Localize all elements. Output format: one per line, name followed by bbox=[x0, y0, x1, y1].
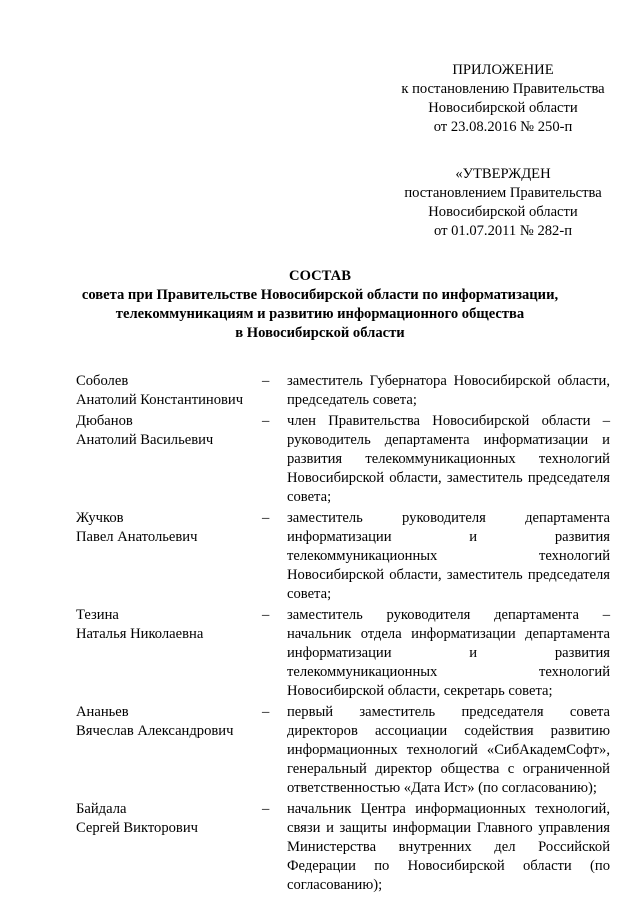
approved-line-1: «УТВЕРЖДЕН bbox=[455, 166, 551, 182]
attachment-block bbox=[398, 61, 608, 137]
member-given-names: Сергей Викторович bbox=[76, 820, 198, 836]
member-role: заместитель Губернатора Новосибирской области, председатель совета; bbox=[287, 373, 610, 408]
member-role: заместитель руководителя департамента информатизации и развития телекоммуникационных технологий Новосибирской области, заместитель председателя совета; bbox=[287, 510, 610, 602]
approved-line-4: от 01.07.2011 № 282-п bbox=[433, 223, 573, 239]
approved-line-3: Новосибирской области bbox=[428, 204, 578, 220]
member-role: заместитель руководителя департамента – начальник отдела информатизации департамента информатизации и развития телекоммуникационных технологий Новосибирской области, секретарь совета; bbox=[287, 607, 610, 699]
member-surname: Байдала bbox=[76, 801, 127, 817]
attachment-line-1: к постановлению Правительства bbox=[401, 81, 605, 97]
member-name bbox=[76, 800, 262, 895]
member-row bbox=[76, 606, 610, 701]
member-dash: – bbox=[262, 413, 270, 429]
member-row bbox=[76, 372, 610, 410]
member-name bbox=[76, 509, 262, 604]
member-surname: Соболев bbox=[76, 373, 129, 389]
attachment-line-3: от 23.08.2016 № 250-п bbox=[433, 119, 573, 135]
members-list bbox=[76, 372, 610, 897]
member-dash: – bbox=[262, 801, 270, 817]
member-row bbox=[76, 509, 610, 604]
member-row bbox=[76, 800, 610, 895]
member-given-names: Анатолий Васильевич bbox=[76, 432, 214, 448]
member-given-names: Павел Анатольевич bbox=[76, 529, 198, 545]
member-dash: – bbox=[262, 704, 270, 720]
member-row bbox=[76, 703, 610, 798]
member-dash: – bbox=[262, 373, 270, 389]
approved-block bbox=[398, 165, 608, 241]
member-surname: Дюбанов bbox=[76, 413, 133, 429]
member-given-names: Анатолий Константинович bbox=[76, 392, 244, 408]
member-name bbox=[76, 606, 262, 701]
member-dash: – bbox=[262, 607, 270, 623]
member-role: первый заместитель председателя совета директоров ассоциации содействия развитию информационных технологий «СибАкадемСофт», генеральный директор общества с ограниченной ответственностью «Дата Ист» (по согласованию); bbox=[287, 704, 610, 796]
member-name bbox=[76, 703, 262, 798]
member-name bbox=[76, 372, 262, 410]
member-row bbox=[76, 412, 610, 507]
heading-line-3: в Новосибирской области bbox=[235, 325, 405, 341]
document-heading bbox=[60, 267, 580, 343]
approved-line-2: постановлением Правительства bbox=[404, 185, 602, 201]
member-role: начальник Центра информационных технологий, связи и защиты информации Главного управления Министерства внутренних дел Российской Федерации по Новосибирской области (по согласованию); bbox=[287, 801, 610, 893]
heading-line-1: совета при Правительстве Новосибирской области по информатизации, bbox=[81, 287, 559, 303]
heading-title: СОСТАВ bbox=[289, 268, 351, 284]
heading-line-2: телекоммуникациям и развитию информационного общества bbox=[115, 306, 525, 322]
member-surname: Тезина bbox=[76, 607, 119, 623]
member-dash: – bbox=[262, 510, 270, 526]
member-role: член Правительства Новосибирской области – руководитель департамента информатизации и развития телекоммуникационных технологий Новосибирской области, заместитель председателя совета; bbox=[287, 413, 610, 505]
attachment-title: ПРИЛОЖЕНИЕ bbox=[452, 62, 554, 78]
member-surname: Жучков bbox=[76, 510, 124, 526]
member-surname: Ананьев bbox=[76, 704, 129, 720]
member-name bbox=[76, 412, 262, 507]
attachment-line-2: Новосибирской области bbox=[428, 100, 578, 116]
member-given-names: Вячеслав Александрович bbox=[76, 723, 234, 739]
member-given-names: Наталья Николаевна bbox=[76, 626, 204, 642]
